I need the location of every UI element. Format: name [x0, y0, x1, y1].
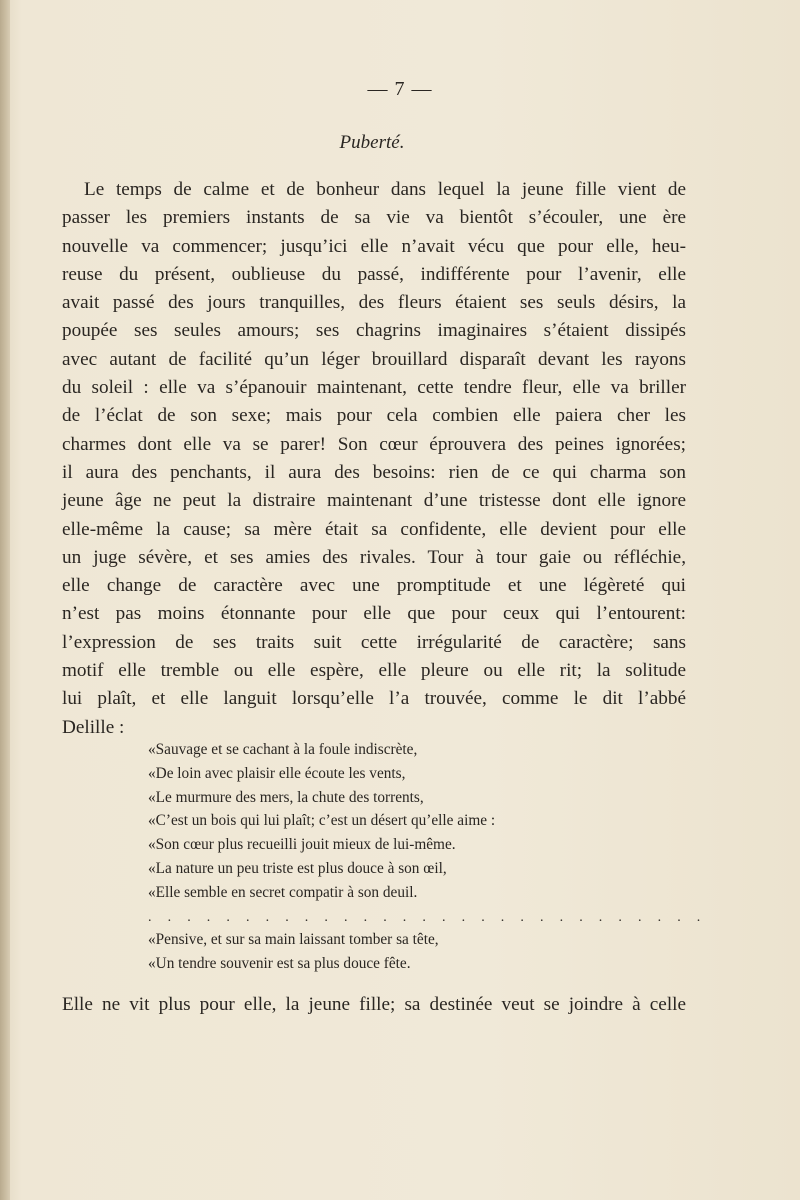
paragraph-line: Delille : — [62, 716, 125, 738]
verse-quotation — [148, 738, 707, 976]
paragraph-line: avec autant de facilité qu’un léger brouillard disparaît devant les rayons — [62, 348, 686, 370]
paragraph-line: du soleil : elle va s’épanouir maintenant, cette tendre fleur, elle va briller — [62, 377, 686, 399]
paragraph-line: de l’éclat de son sexe; mais pour cela combien elle paiera cher les — [62, 405, 686, 427]
paragraph-line: nouvelle va commencer; jusqu’ici elle n’avait vécu que pour elle, heu- — [62, 235, 686, 257]
verse-line: «Son cœur plus recueilli jouit mieux de lui-même. — [148, 836, 456, 854]
paragraph-line: avait passé des jours tranquilles, des fleurs étaient ses seuls désirs, la — [62, 292, 686, 314]
section-title: Puberté. — [339, 132, 405, 153]
paragraph-line: il aura des penchants, il aura des besoins: rien de ce qui charma son — [62, 461, 686, 483]
verse-line: «De loin avec plaisir elle écoute les vents, — [148, 764, 406, 782]
paragraph-line: n’est pas moins étonnante pour elle que pour ceux qui l’entourent: — [62, 603, 686, 625]
paragraph-line: charmes dont elle va se parer! Son cœur éprouvera des peines ignorées; — [62, 433, 686, 455]
paragraph-line: un juge sévère, et ses amies des rivales. Tour à tour gaie ou réfléchie, — [62, 546, 686, 568]
verse-line: «Un tendre souvenir est sa plus douce fête. — [148, 955, 411, 973]
paragraph-line: poupée ses seules amours; ses chagrins imaginaires s’étaient dissipés — [62, 320, 686, 342]
paragraph-line: jeune âge ne peut la distraire maintenant d’une tristesse dont elle ignore — [62, 490, 686, 512]
ellipsis-row: . . . . . . . . . . . . . . . . . . . . . . . . . . . . . — [148, 909, 707, 925]
paragraph-line: reuse du présent, oublieuse du passé, indifférente pour l’avenir, elle — [62, 263, 686, 285]
verse-line: «Le murmure des mers, la chute des torrents, — [148, 788, 424, 806]
paragraph-line: Le temps de calme et de bonheur dans lequel la jeune fille vient de — [84, 179, 686, 200]
verse-line: «Pensive, et sur sa main laissant tomber sa tête, — [148, 931, 439, 949]
page-spine-edge — [0, 0, 10, 1200]
closing-line: Elle ne vit plus pour elle, la jeune fille; sa destinée veut se joindre à celle — [62, 994, 686, 1015]
paragraph-line: motif elle tremble ou elle espère, elle pleure ou elle rit; la solitude — [62, 660, 686, 682]
verse-line: «C’est un bois qui lui plaît; c’est un désert qu’elle aime : — [148, 812, 496, 830]
verse-line: «La nature un peu triste est plus douce à son œil, — [148, 859, 447, 877]
paragraph-line: l’expression de ses traits suit cette irrégularité de caractère; sans — [62, 631, 686, 653]
paragraph-line: elle-même la cause; sa mère était sa confidente, elle devient pour elle — [62, 518, 686, 540]
paragraph-line: elle change de caractère avec une promptitude et une légèreté qui — [62, 575, 686, 597]
verse-line: «Elle semble en secret compatir à son deuil. — [148, 883, 418, 901]
verse-line: «Sauvage et se cachant à la foule indiscrète, — [148, 741, 418, 758]
page-number: — 7 — — [367, 78, 433, 100]
paragraph-line: lui plaît, et elle languit lorsqu’elle l’a trouvée, comme le dit l’abbé — [62, 688, 686, 710]
main-paragraph — [62, 176, 686, 742]
paragraph-line: passer les premiers instants de sa vie va bientôt s’écouler, une ère — [62, 207, 686, 229]
